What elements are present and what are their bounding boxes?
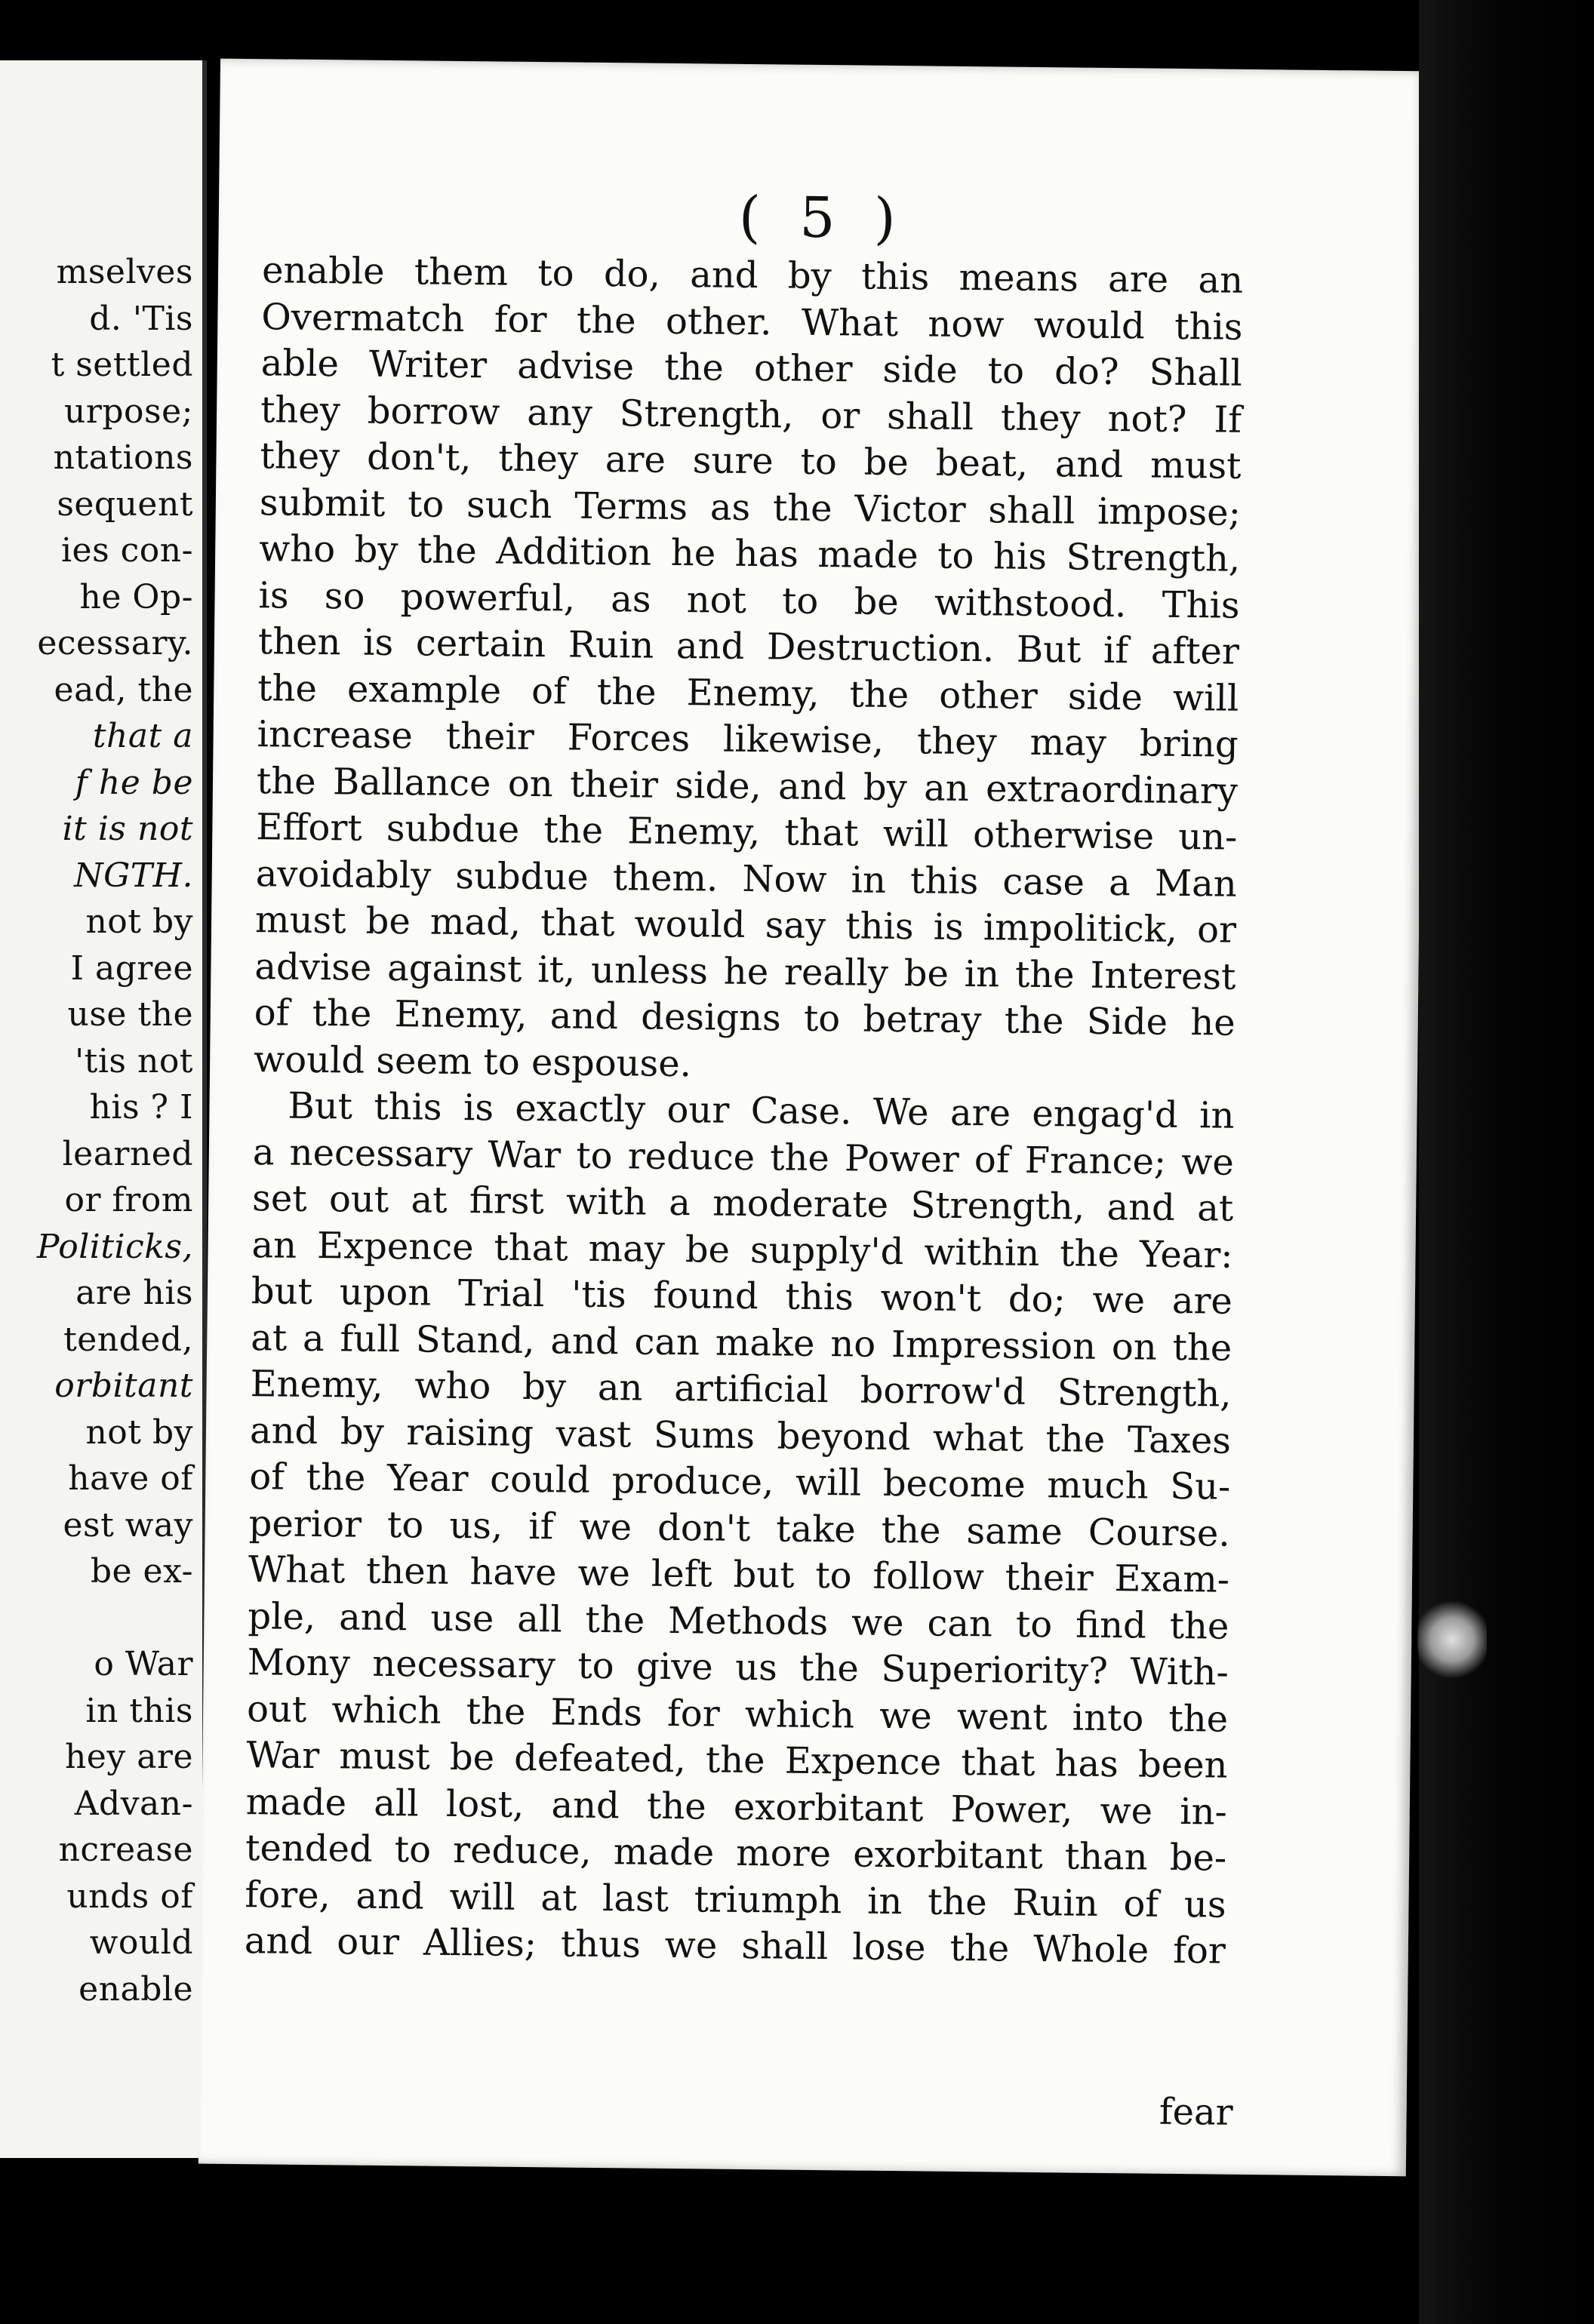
left-line: his ? I (89, 1088, 193, 1127)
text-line: then is certain Ruin and Destruction. But if after (257, 620, 1240, 673)
left-line: t settled (51, 346, 193, 384)
text-line: but upon Trial 'tis found this won't do; we are (251, 1270, 1233, 1323)
text-line: Mony necessary to give us the Superiority? With- (247, 1641, 1229, 1694)
text-line: perior to us, if we don't take the same Course. (248, 1502, 1230, 1555)
text-line: a necessary War to reduce the Power of France; we (252, 1130, 1235, 1184)
left-line: urpose; (64, 392, 193, 431)
left-line: ntations (53, 438, 193, 477)
text-line: would seem to espouse. (253, 1038, 692, 1085)
text-line: an Expence that may be supply'd within the Year: (251, 1223, 1233, 1277)
text-line: Overmatch for the other. What now would this (261, 295, 1243, 349)
left-line: use the (67, 995, 193, 1034)
text-line: set out at first with a moderate Strength, and at (251, 1177, 1234, 1230)
text-line: But this is exactly our Case. We are engag'd in (288, 1084, 1235, 1137)
catchword: fear (1159, 2090, 1233, 2134)
text-line: who by the Addition he has made to his Strength, (258, 527, 1241, 580)
left-line: would (89, 1923, 193, 1962)
page-number: ( 5 ) (738, 184, 907, 252)
left-line: in this (85, 1691, 193, 1730)
scan-speck (1417, 1598, 1487, 1681)
text-line: enable them to do, and by this means are an (261, 249, 1244, 302)
text-line: of the Enemy, and designs to betray the Side he (254, 991, 1236, 1044)
left-line: mselves (56, 253, 193, 291)
left-line: orbitant (54, 1366, 193, 1405)
text-line: ple, and use all the Methods we can to find the (248, 1594, 1229, 1648)
left-line: ncrease (58, 1831, 193, 1869)
text-line: the Ballance on their side, and by an extraordinary (256, 759, 1239, 813)
left-line: tended, (63, 1320, 193, 1359)
text-line: is so powerful, as not to be withstood. This (258, 573, 1240, 627)
text-line: fore, and will at last triumph in the Ruin of us (245, 1873, 1226, 1926)
text-line: What then have we left but to follow their Exam- (248, 1548, 1230, 1601)
left-line: o War (94, 1645, 193, 1683)
text-line: they borrow any Strength, or shall they not? If (260, 388, 1242, 441)
body-text (245, 247, 1244, 1975)
left-line: have of (68, 1459, 193, 1498)
text-line: and by raising vast Sums beyond what the Taxes (249, 1409, 1232, 1462)
text-line: at a full Stand, and can make no Impression on the (251, 1316, 1232, 1370)
text-line: able Writer advise the other side to do? Shall (260, 342, 1243, 395)
left-line: are his (75, 1274, 193, 1312)
text-line: Enemy, who by an artificial borrow'd Strength, (250, 1363, 1232, 1416)
left-line: not by (85, 1413, 193, 1452)
left-line (0, 1595, 198, 1642)
left-line: unds of (66, 1877, 193, 1916)
text-line: Effort subdue the Enemy, that will otherwise un- (256, 806, 1238, 859)
left-line: Politicks, (36, 1227, 193, 1266)
text-line: War must be defeated, the Expence that has been (246, 1734, 1228, 1787)
text-line: must be mad, that would say this is impolitick, or (254, 899, 1237, 951)
left-line: ecessary. (37, 624, 193, 662)
left-line: 'tis not (75, 1041, 193, 1081)
text-line: tended to reduce, made more exorbitant than be- (245, 1827, 1227, 1880)
text-line: advise against it, unless he really be in the Interest (254, 945, 1236, 998)
text-line: submit to such Terms as the Victor shall impose; (259, 481, 1242, 534)
left-line: ies con- (60, 531, 193, 570)
left-line: Advan- (74, 1784, 193, 1823)
left-line: est way (63, 1505, 193, 1545)
text-line: avoidably subdue them. Now in this case a Man (255, 852, 1237, 905)
left-line: ead, the (54, 670, 193, 709)
text-line: made all lost, and the exorbitant Power, we in- (245, 1780, 1228, 1834)
text-line: increase their Forces likewise, they may bring (257, 713, 1239, 766)
left-line: that a (92, 717, 193, 755)
left-line: NGTH. (74, 856, 193, 895)
previous-page-text (0, 249, 198, 2012)
left-line: hey are (64, 1738, 193, 1776)
text-line: of the Year could produce, will become much Su- (249, 1456, 1231, 1508)
left-line: or from (64, 1181, 193, 1219)
left-line: he Op- (79, 577, 193, 616)
text-line: and our Allies; thus we shall lose the Whole for (244, 1920, 1226, 1972)
left-line: not by (85, 902, 193, 941)
left-line: I agree (70, 948, 193, 988)
book-edge-shadow (1419, 0, 1594, 2324)
text-line: the example of the Enemy, the other side will (257, 666, 1239, 720)
left-line: it is not (62, 810, 193, 848)
left-line: f he be (75, 763, 193, 802)
text-line: out which the Ends for which we went into the (246, 1687, 1229, 1741)
left-line: be ex- (90, 1552, 193, 1591)
left-line: d. 'Tis (89, 299, 193, 338)
text-line: they don't, they are sure to be beat, and must (260, 435, 1242, 487)
main-page (198, 59, 1428, 2177)
left-line: enable (78, 1969, 193, 2009)
previous-page-fragment (0, 60, 207, 2158)
left-line: learned (62, 1134, 193, 1173)
left-line: sequent (57, 484, 193, 524)
